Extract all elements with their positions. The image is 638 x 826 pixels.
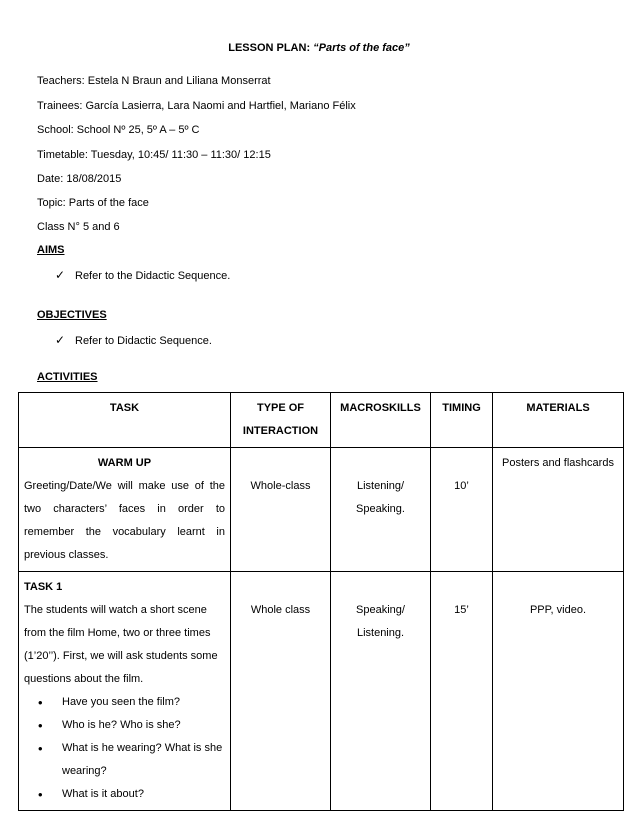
list-item: • Who is he? Who is she? [62, 714, 225, 737]
header-task: TASK [19, 393, 231, 448]
warmup-title: WARM UP [97, 457, 152, 469]
task1-interaction: Whole class [231, 572, 331, 811]
aims-item [55, 268, 230, 282]
list-item: • Have you seen the film? [62, 691, 225, 714]
table-header-row [19, 393, 624, 448]
warmup-timing: 10’ [431, 448, 493, 572]
warmup-macroskills: Listening/ Speaking. [331, 448, 431, 572]
warmup-task-cell [19, 448, 231, 572]
title-prefix: LESSON PLAN: [228, 42, 314, 54]
class-line: Class N° 5 and 6 [37, 221, 120, 233]
task1-questions [24, 691, 225, 806]
checkmark-icon: ✓ [55, 268, 66, 282]
lesson-plan-title [0, 42, 638, 54]
warmup-text: Greeting/Date/We will make use of the two characters’ faces in order to remember the vocabulary learnt in previous classes. [24, 480, 225, 561]
table-row [19, 448, 624, 572]
timetable-line: Timetable: Tuesday, 10:45/ 11:30 – 11:30/ 12:15 [37, 149, 271, 161]
aims-item-text: Refer to the Didactic Sequence. [75, 270, 231, 282]
trainees-line: Trainees: García Lasierra, Lara Naomi and Hartfiel, Mariano Félix [37, 100, 356, 112]
list-item: • What is it about? [62, 783, 225, 806]
school-line: School: School Nº 25, 5º A – 5º C [37, 124, 200, 136]
header-timing: TIMING [431, 393, 493, 448]
task1-task-cell [19, 572, 231, 811]
warmup-materials: Posters and flashcards [493, 448, 624, 572]
task1-title: TASK 1 [24, 581, 63, 593]
topic-line: Topic: Parts of the face [37, 197, 149, 209]
checkmark-icon: ✓ [55, 333, 66, 347]
objectives-item [55, 333, 212, 347]
warmup-interaction: Whole-class [231, 448, 331, 572]
date-line: Date: 18/08/2015 [37, 173, 122, 185]
task1-macroskills: Speaking/ Listening. [331, 572, 431, 811]
aims-heading: AIMS [37, 244, 65, 256]
objectives-heading: OBJECTIVES [37, 309, 107, 321]
teachers-line: Teachers: Estela N Braun and Liliana Monserrat [37, 75, 271, 87]
title-topic: “Parts of the face” [313, 42, 410, 54]
objectives-item-text: Refer to Didactic Sequence. [75, 335, 212, 347]
task1-timing: 15’ [431, 572, 493, 811]
header-materials: MATERIALS [493, 393, 624, 448]
activities-table [18, 392, 624, 811]
task1-materials: PPP, video. [493, 572, 624, 811]
header-interaction: TYPE OF INTERACTION [231, 393, 331, 448]
list-item: • What is he wearing? What is she wearing? [62, 737, 225, 783]
header-macroskills: MACROSKILLS [331, 393, 431, 448]
task1-text: The students will watch a short scene from the film Home, two or three times (1’20’’). First, we will ask students some questions about the film. [24, 604, 218, 685]
activities-heading: ACTIVITIES [37, 371, 98, 383]
table-row [19, 572, 624, 811]
